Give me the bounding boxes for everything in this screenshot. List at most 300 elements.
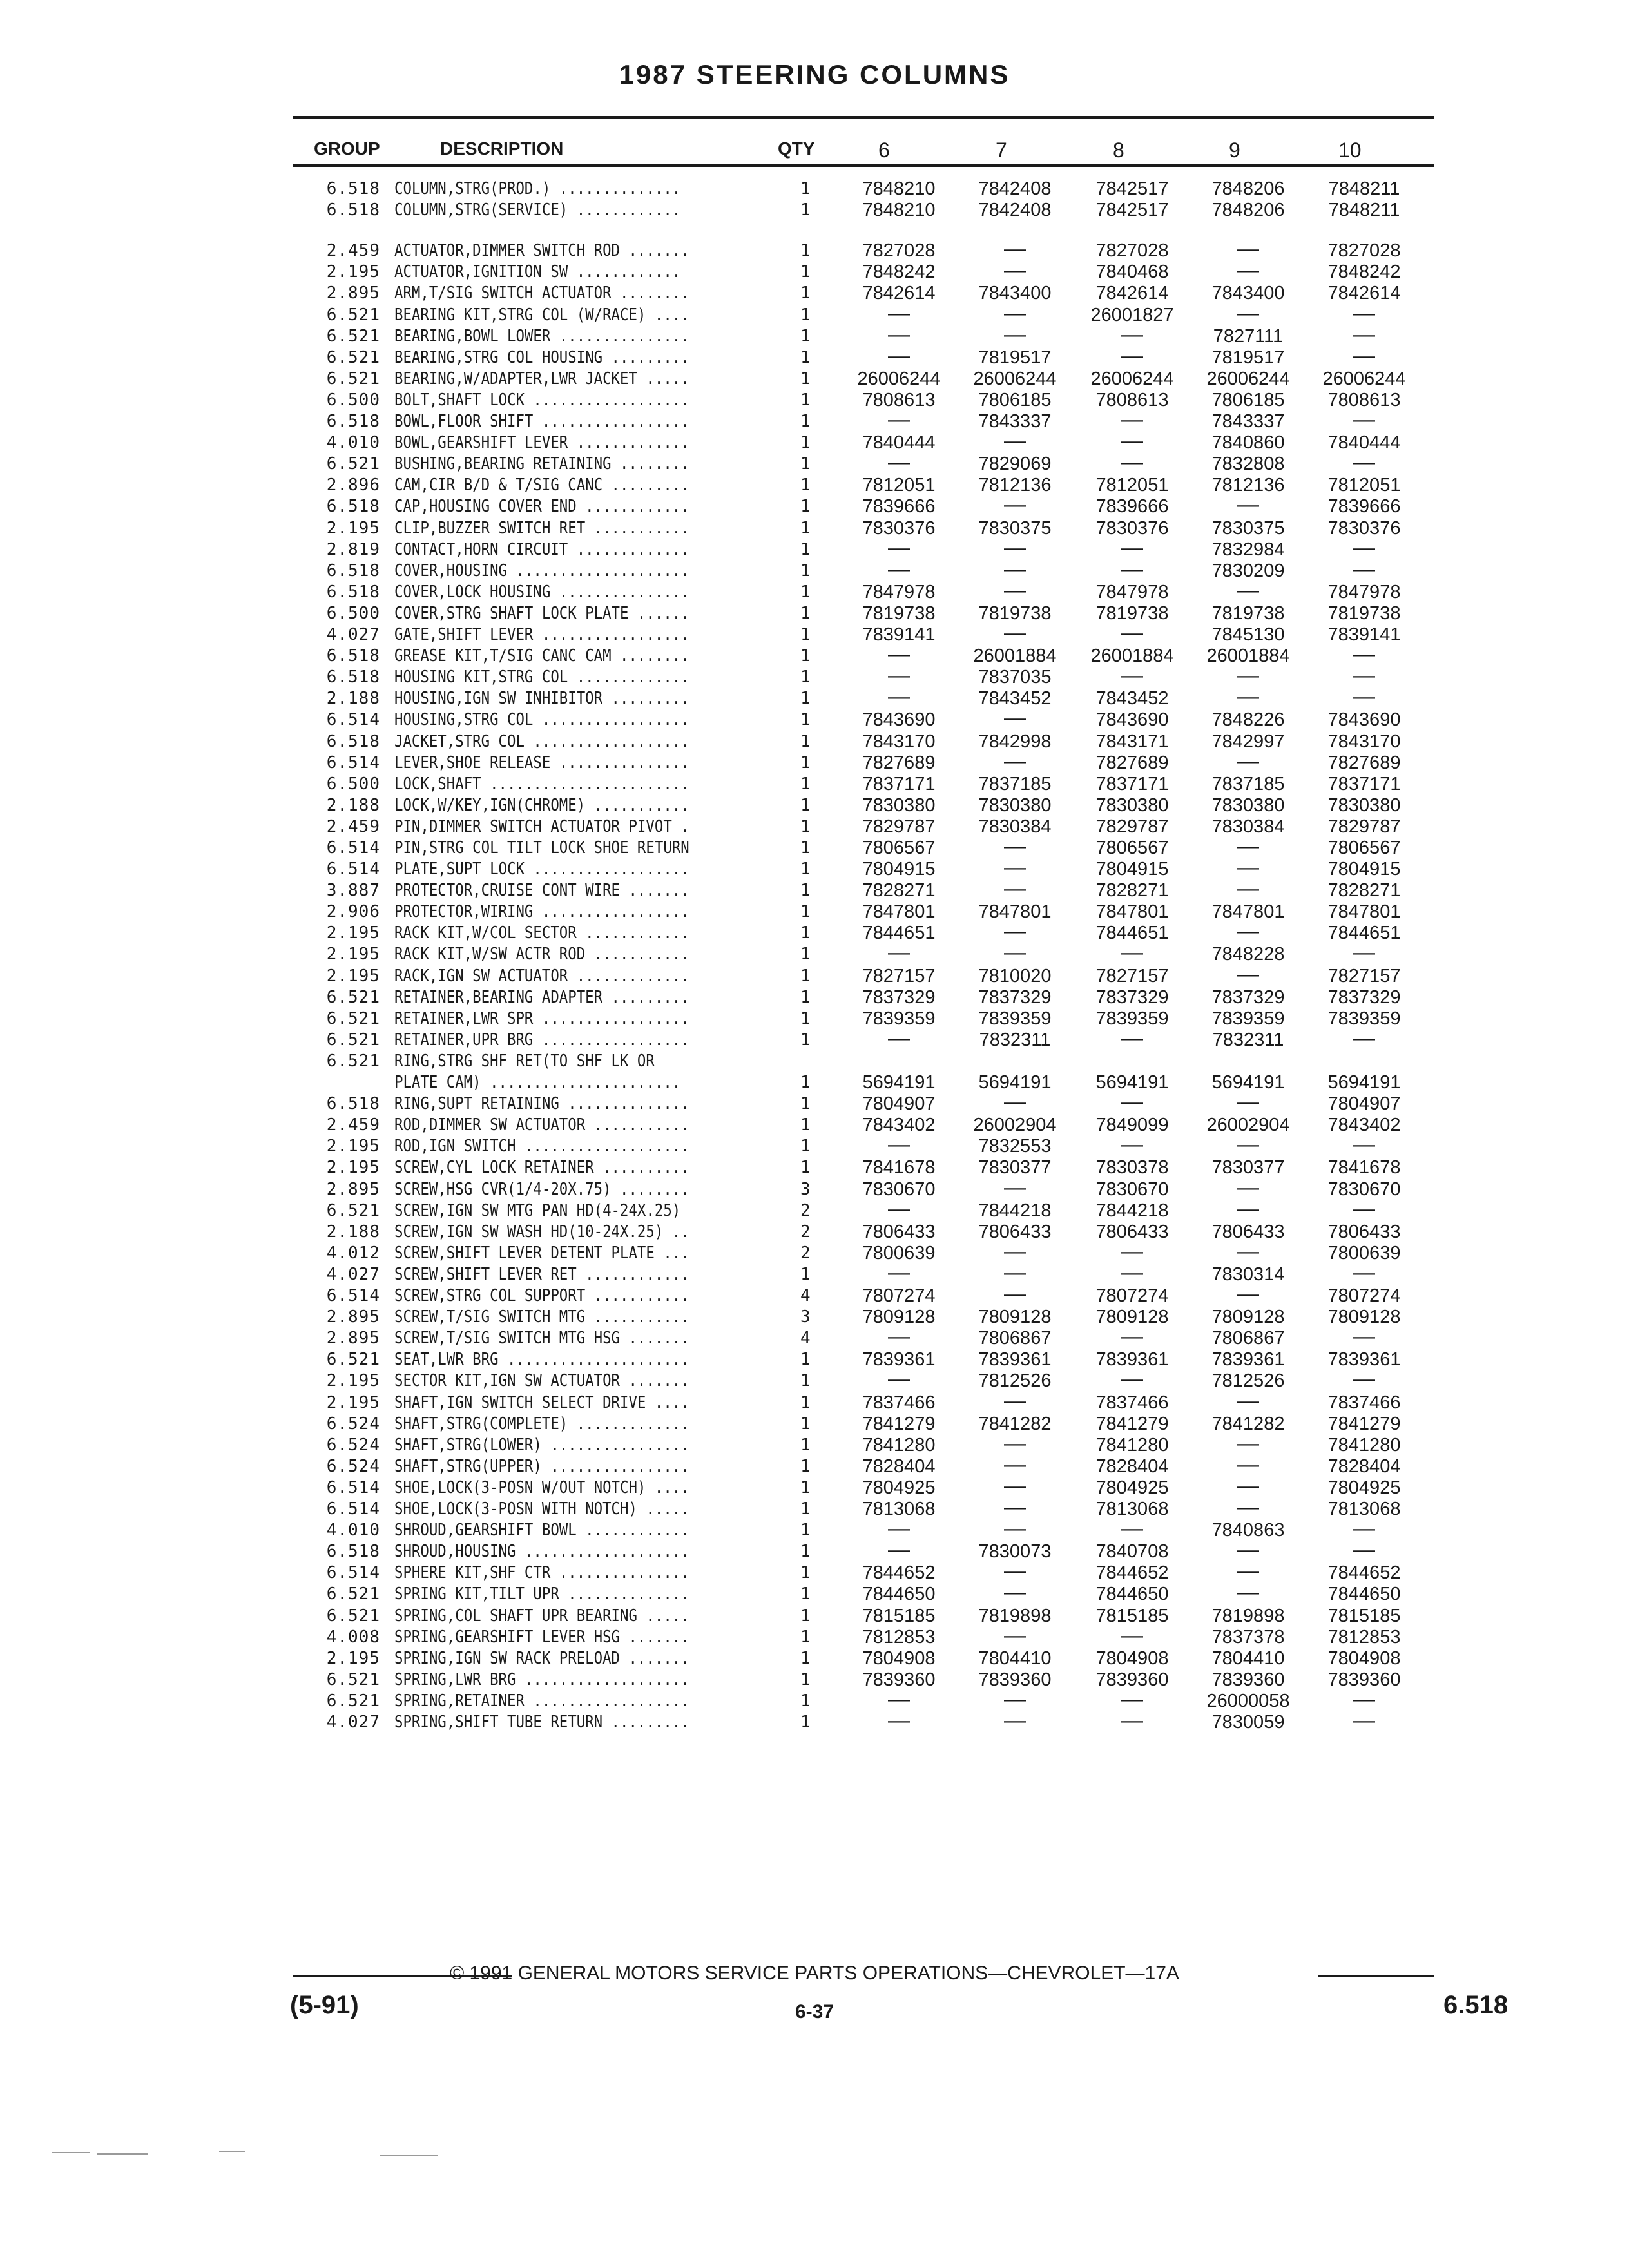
group-cell: 6.524: [326, 1414, 380, 1434]
table-row: [0, 834, 1629, 859]
part-number-cell: 7843400: [1211, 283, 1285, 303]
part-number-cell: 7837171: [862, 774, 936, 794]
table-row: [0, 1175, 1629, 1200]
qty-cell: 2: [800, 1244, 811, 1263]
description-cell: SCREW,T/SIG SWITCH MTG HSG .......: [394, 1329, 689, 1348]
qty-cell: 1: [800, 369, 811, 389]
part-number-cell: —: [1121, 1516, 1143, 1541]
table-row: [0, 1349, 1629, 1370]
table-row: [0, 1414, 1629, 1435]
part-number-cell: —: [888, 1132, 910, 1157]
part-number-cell: 7847978: [862, 582, 936, 602]
table-row: [0, 283, 1629, 304]
part-number-cell: —: [1353, 1367, 1375, 1391]
qty-cell: 1: [800, 945, 811, 964]
part-number-cell: 7827689: [1095, 753, 1169, 773]
part-number-cell: —: [1237, 663, 1259, 687]
description-cell: ACTUATOR,IGNITION SW ............: [394, 262, 681, 282]
group-cell: 2.195: [326, 1649, 380, 1668]
part-number-cell: 7804410: [978, 1648, 1052, 1669]
table-row: [0, 557, 1629, 582]
description-cell: SHOE,LOCK(3-POSN WITH NOTCH) .....: [394, 1499, 689, 1519]
part-number-cell: —: [1004, 1708, 1026, 1733]
group-cell: 2.895: [326, 1329, 380, 1348]
part-number-cell: 7841279: [1327, 1414, 1401, 1434]
part-number-cell: 7840860: [1211, 432, 1285, 453]
qty-cell: 1: [800, 966, 811, 986]
group-cell: 4.010: [326, 1521, 380, 1540]
group-cell: 6.518: [326, 582, 380, 602]
group-cell: 6.500: [326, 390, 380, 410]
description-cell: LOCK,SHAFT .......................: [394, 774, 689, 794]
part-number-cell: 7839360: [1327, 1669, 1401, 1690]
group-cell: 4.027: [326, 625, 380, 644]
qty-cell: 1: [800, 582, 811, 602]
part-number-cell: 7806567: [1095, 838, 1169, 858]
part-number-cell: 7848211: [1328, 200, 1400, 220]
table-row: [0, 492, 1629, 517]
table-row: [0, 301, 1629, 326]
part-number-cell: 7832984: [1211, 539, 1285, 560]
part-number-cell: —: [1237, 578, 1259, 602]
qty-cell: 1: [800, 860, 811, 879]
part-number-cell: 7839359: [862, 1008, 936, 1029]
part-number-cell: 7809128: [862, 1307, 936, 1327]
table-row: [0, 475, 1629, 496]
part-number-cell: 7837329: [862, 987, 936, 1008]
qty-cell: 1: [800, 923, 811, 943]
part-number-cell: —: [1004, 1495, 1026, 1519]
part-number-cell: 7848242: [862, 262, 936, 282]
part-number-cell: 7812051: [1095, 475, 1169, 495]
group-cell: 6.514: [326, 753, 380, 773]
description-cell: PROTECTOR,WIRING .................: [394, 902, 689, 921]
table-row: [0, 1324, 1629, 1349]
part-number-cell: 7848210: [862, 178, 936, 199]
part-number-cell: —: [888, 1367, 910, 1391]
part-number-cell: —: [1353, 1537, 1375, 1562]
scan-specks: [0, 2146, 1629, 2171]
part-number-cell: 7839141: [862, 624, 936, 645]
part-number-cell: 7837466: [1327, 1392, 1401, 1413]
part-number-cell: 7837329: [978, 987, 1052, 1008]
description-cell: SPRING,COL SHAFT UPR BEARING .....: [394, 1606, 689, 1626]
table-row: [0, 1389, 1629, 1414]
header-model-8: 8: [1113, 139, 1124, 162]
description-cell: COVER,LOCK HOUSING ...............: [394, 582, 689, 602]
part-number-cell: 7839141: [1327, 624, 1401, 645]
table-row: [0, 1072, 1629, 1093]
description-cell: COLUMN,STRG(SERVICE) ............: [394, 200, 681, 220]
table-row: [0, 1474, 1629, 1499]
table-row: [0, 795, 1629, 816]
description-cell: ROD,DIMMER SW ACTUATOR ...........: [394, 1115, 689, 1135]
qty-cell: 1: [800, 200, 811, 220]
group-cell: 6.500: [326, 604, 380, 623]
part-number-cell: 7839361: [862, 1349, 936, 1370]
group-cell: 2.195: [326, 519, 380, 538]
part-number-cell: —: [1353, 1516, 1375, 1541]
qty-cell: 1: [800, 179, 811, 198]
group-cell: 6.514: [326, 1563, 380, 1582]
qty-cell: 1: [800, 668, 811, 687]
qty-cell: 1: [800, 1713, 811, 1732]
table-row: [0, 1222, 1629, 1243]
group-cell: 2.895: [326, 1180, 380, 1199]
description-cell: ROD,IGN SWITCH ...................: [394, 1137, 689, 1156]
part-number-cell: —: [1121, 535, 1143, 560]
part-number-cell: 7812051: [1327, 475, 1401, 495]
part-number-cell: 7815185: [1095, 1606, 1169, 1626]
part-number-cell: 7830670: [1095, 1179, 1169, 1200]
description-cell: PIN,DIMMER SWITCH ACTUATOR PIVOT .: [394, 817, 689, 836]
footer-copyright: © 1991 GENERAL MOTORS SERVICE PARTS OPERATIONS—CHEVROLET—17A: [450, 1963, 1179, 1984]
part-number-cell: 7843170: [862, 731, 936, 752]
group-cell: 2.195: [326, 966, 380, 986]
part-number-cell: —: [1237, 749, 1259, 773]
part-number-cell: —: [1237, 876, 1259, 901]
group-cell: 4.027: [326, 1265, 380, 1284]
part-number-cell: 7804908: [1327, 1648, 1401, 1669]
part-number-cell: —: [888, 407, 910, 432]
part-number-cell: 7837378: [1211, 1627, 1285, 1648]
part-number-cell: 7828271: [862, 880, 936, 901]
qty-cell: 1: [800, 838, 811, 858]
description-cell: SCREW,STRG COL SUPPORT ...........: [394, 1286, 689, 1305]
part-number-cell: 26006244: [1322, 369, 1406, 389]
part-number-cell: 7841282: [1211, 1414, 1285, 1434]
table-row: [0, 1132, 1629, 1157]
table-row: [0, 1431, 1629, 1456]
part-number-cell: —: [1237, 1175, 1259, 1200]
scan-speck: [52, 2152, 90, 2153]
footer-section-number: 6.518: [1443, 1991, 1509, 2019]
qty-cell: 1: [800, 1499, 811, 1519]
part-number-cell: 7830059: [1211, 1712, 1285, 1733]
description-cell: BUSHING,BEARING RETAINING ........: [394, 454, 689, 474]
description-cell: CAM,CIR B/D & T/SIG CANC .........: [394, 476, 689, 495]
part-number-cell: —: [888, 557, 910, 581]
part-number-cell: —: [1237, 1132, 1259, 1157]
part-number-cell: 7844218: [1095, 1200, 1169, 1221]
part-number-cell: —: [888, 1196, 910, 1221]
group-cell: 6.521: [326, 454, 380, 474]
part-number-cell: 7842997: [1211, 731, 1285, 752]
header-model-10: 10: [1338, 139, 1362, 162]
part-number-cell: 7809128: [978, 1307, 1052, 1327]
table-row: [0, 1708, 1629, 1733]
part-number-cell: 7808613: [1327, 390, 1401, 410]
qty-cell: 1: [800, 305, 811, 325]
part-number-cell: 7804925: [862, 1477, 936, 1498]
qty-cell: 1: [800, 817, 811, 836]
part-number-cell: —: [888, 1260, 910, 1285]
table-row: [0, 620, 1629, 646]
table-row: [0, 1051, 1629, 1072]
part-number-cell: 7830380: [862, 795, 936, 816]
part-number-cell: —: [1004, 301, 1026, 325]
part-number-cell: 7839360: [1095, 1669, 1169, 1690]
part-number-cell: 7808613: [862, 390, 936, 410]
group-cell: 6.518: [326, 646, 380, 666]
part-number-cell: 7837035: [978, 667, 1052, 687]
table-row: [0, 407, 1629, 432]
part-number-cell: —: [1004, 1623, 1026, 1648]
part-number-cell: 7829787: [862, 816, 936, 837]
part-number-cell: 26006244: [973, 369, 1057, 389]
table-row: [0, 1648, 1629, 1669]
part-number-cell: 7839666: [1095, 496, 1169, 517]
part-number-cell: —: [1004, 1452, 1026, 1477]
part-number-cell: —: [888, 450, 910, 474]
part-number-cell: 7844651: [1095, 923, 1169, 943]
table-row: [0, 258, 1629, 283]
part-number-cell: —: [1121, 1026, 1143, 1050]
group-cell: 6.521: [326, 1606, 380, 1626]
table-row: [0, 1307, 1629, 1328]
part-number-cell: —: [1353, 940, 1375, 965]
table-row: [0, 450, 1629, 475]
part-number-cell: —: [1353, 663, 1375, 687]
table-row: [0, 200, 1629, 221]
part-number-cell: —: [1353, 1196, 1375, 1221]
part-number-cell: 7843170: [1327, 731, 1401, 752]
part-number-cell: 7804907: [862, 1093, 936, 1114]
scan-speck: [380, 2155, 438, 2156]
table-row: [0, 642, 1629, 667]
description-cell: BEARING,W/ADAPTER,LWR JACKET .....: [394, 369, 689, 389]
part-number-cell: 7812051: [862, 475, 936, 495]
group-cell: 2.188: [326, 689, 380, 708]
group-cell: 6.514: [326, 1286, 380, 1305]
part-number-cell: 7843337: [1211, 411, 1285, 432]
part-number-cell: 7837171: [1095, 774, 1169, 794]
part-number-cell: —: [888, 1516, 910, 1541]
part-number-cell: —: [1237, 301, 1259, 325]
part-number-cell: 7806433: [1211, 1222, 1285, 1242]
part-number-cell: 26001827: [1090, 305, 1174, 325]
part-number-cell: 7827157: [1095, 966, 1169, 986]
part-number-cell: 7842614: [862, 283, 936, 303]
table-row: [0, 1115, 1629, 1136]
qty-cell: 1: [800, 625, 811, 644]
group-cell: 2.195: [326, 1393, 380, 1412]
part-number-cell: 7806567: [862, 838, 936, 858]
description-cell: SPRING,LWR BRG ...................: [394, 1670, 689, 1689]
group-cell: 6.524: [326, 1457, 380, 1476]
part-number-cell: 26001884: [973, 646, 1057, 666]
part-number-cell: —: [1004, 834, 1026, 858]
part-number-cell: —: [1004, 1389, 1026, 1413]
part-number-cell: 7847978: [1095, 582, 1169, 602]
part-number-cell: —: [1237, 1239, 1259, 1264]
scan-speck: [219, 2151, 245, 2152]
part-number-cell: 7832808: [1211, 454, 1285, 474]
table-row: [0, 1669, 1629, 1691]
part-number-cell: 7837171: [1327, 774, 1401, 794]
part-number-cell: —: [1237, 962, 1259, 986]
part-number-cell: 7839359: [1095, 1008, 1169, 1029]
description-cell: RETAINER,BEARING ADAPTER .........: [394, 988, 689, 1007]
group-cell: 6.518: [326, 200, 380, 220]
table-row: [0, 901, 1629, 923]
part-number-cell: —: [1121, 343, 1143, 368]
part-number-cell: —: [888, 642, 910, 666]
part-number-cell: 7827111: [1213, 326, 1284, 347]
part-number-cell: —: [1121, 620, 1143, 645]
part-number-cell: 7841678: [862, 1157, 936, 1178]
group-cell: 6.521: [326, 1009, 380, 1028]
qty-cell: 1: [800, 561, 811, 581]
qty-cell: 1: [800, 881, 811, 900]
part-number-cell: —: [1121, 1324, 1143, 1349]
group-cell: 6.524: [326, 1436, 380, 1455]
part-number-cell: 7844652: [1327, 1562, 1401, 1583]
qty-cell: 1: [800, 433, 811, 452]
description-cell: SPRING,RETAINER ..................: [394, 1691, 689, 1711]
table-row: [0, 1282, 1629, 1307]
part-number-cell: 7844218: [978, 1200, 1052, 1221]
part-number-cell: —: [1353, 301, 1375, 325]
group-cell: 6.521: [326, 1052, 380, 1071]
part-number-cell: 7807274: [1095, 1285, 1169, 1306]
description-cell: SPRING,GEARSHIFT LEVER HSG .......: [394, 1628, 689, 1647]
part-number-cell: —: [888, 535, 910, 560]
part-number-cell: 7847801: [862, 901, 936, 922]
part-number-cell: —: [1004, 919, 1026, 943]
group-cell: 2.195: [326, 1137, 380, 1156]
group-cell: 6.521: [326, 1584, 380, 1604]
qty-cell: 1: [800, 1457, 811, 1476]
part-number-cell: —: [1237, 1196, 1259, 1221]
group-cell: 6.518: [326, 497, 380, 516]
qty-cell: 1: [800, 1649, 811, 1668]
table-row: [0, 1026, 1629, 1051]
group-cell: 4.027: [326, 1713, 380, 1732]
qty-cell: 1: [800, 540, 811, 559]
part-number-cell: 7840863: [1211, 1520, 1285, 1541]
qty-cell: 1: [800, 1691, 811, 1711]
part-number-cell: 7841282: [978, 1414, 1052, 1434]
part-number-cell: 7827028: [1095, 240, 1169, 261]
qty-cell: 1: [800, 1115, 811, 1135]
part-number-cell: 7830376: [862, 518, 936, 539]
header-model-7: 7: [996, 139, 1007, 162]
group-cell: 2.906: [326, 902, 380, 921]
part-number-cell: 7828271: [1327, 880, 1401, 901]
part-number-cell: —: [1121, 1367, 1143, 1391]
part-number-cell: —: [1121, 1132, 1143, 1157]
part-number-cell: 7848226: [1211, 709, 1285, 730]
part-number-cell: 7839361: [1327, 1349, 1401, 1370]
part-number-cell: —: [1004, 1580, 1026, 1604]
qty-cell: 1: [800, 412, 811, 431]
description-cell: SECTOR KIT,IGN SW ACTUATOR .......: [394, 1371, 689, 1390]
table-row: [0, 390, 1629, 411]
part-number-cell: —: [1121, 407, 1143, 432]
part-number-cell: 5694191: [862, 1072, 936, 1093]
qty-cell: 1: [800, 1009, 811, 1028]
table-row: [0, 749, 1629, 774]
group-cell: 6.521: [326, 348, 380, 367]
part-number-cell: 7806433: [862, 1222, 936, 1242]
part-number-cell: 7830375: [978, 518, 1052, 539]
part-number-cell: 7842408: [978, 178, 1052, 199]
part-number-cell: —: [1353, 1260, 1375, 1285]
part-number-cell: 7830380: [978, 795, 1052, 816]
description-cell: BOWL,GEARSHIFT LEVER .............: [394, 433, 689, 452]
part-number-cell: 7830209: [1211, 561, 1285, 581]
description-cell: CAP,HOUSING COVER END ............: [394, 497, 689, 516]
part-number-cell: 5694191: [1327, 1072, 1401, 1093]
part-number-cell: 7813068: [1327, 1499, 1401, 1519]
part-number-cell: 7843690: [1327, 709, 1401, 730]
part-number-cell: 7830670: [862, 1179, 936, 1200]
part-number-cell: 7830384: [1211, 816, 1285, 837]
part-number-cell: 7809128: [1327, 1307, 1401, 1327]
part-number-cell: —: [1237, 684, 1259, 709]
group-cell: 2.895: [326, 284, 380, 303]
description-cell: LEVER,SHOE RELEASE ...............: [394, 753, 689, 773]
part-number-cell: —: [1353, 557, 1375, 581]
part-number-cell: 7837329: [1327, 987, 1401, 1008]
part-number-cell: —: [1353, 407, 1375, 432]
part-number-cell: 7847801: [978, 901, 1052, 922]
part-number-cell: 7806185: [1211, 390, 1285, 410]
qty-cell: 2: [800, 1222, 811, 1242]
part-number-cell: 7848228: [1211, 944, 1285, 965]
description-cell: SPRING,IGN SW RACK PRELOAD .......: [394, 1649, 689, 1668]
part-number-cell: 7813068: [862, 1499, 936, 1519]
table-row: [0, 369, 1629, 390]
table-row: [0, 518, 1629, 539]
group-cell: 6.521: [326, 369, 380, 389]
part-number-cell: —: [1004, 1559, 1026, 1583]
table-row: [0, 1606, 1629, 1627]
part-number-cell: 7800639: [862, 1243, 936, 1264]
part-number-cell: 7830380: [1095, 795, 1169, 816]
group-cell: 6.521: [326, 1201, 380, 1220]
part-number-cell: —: [1237, 1452, 1259, 1477]
part-number-cell: 7829787: [1327, 816, 1401, 837]
part-number-cell: 7804410: [1211, 1648, 1285, 1669]
part-number-cell: 7842517: [1095, 178, 1169, 199]
part-number-cell: 7812136: [978, 475, 1052, 495]
footer-page-number: 6-37: [795, 2001, 834, 2023]
part-number-cell: 7837185: [978, 774, 1052, 794]
table-row: [0, 1623, 1629, 1648]
part-number-cell: —: [1004, 940, 1026, 965]
table-row: [0, 774, 1629, 795]
description-cell: BEARING,STRG COL HOUSING .........: [394, 348, 689, 367]
part-number-cell: 7815185: [1327, 1606, 1401, 1626]
part-number-cell: 26001884: [1206, 646, 1290, 666]
part-number-cell: 26006244: [1090, 369, 1174, 389]
group-cell: 4.008: [326, 1628, 380, 1647]
qty-cell: 1: [800, 774, 811, 794]
header-description: DESCRIPTION: [440, 139, 564, 159]
description-cell: RACK KIT,W/SW ACTR ROD ...........: [394, 945, 689, 964]
part-number-cell: 7842998: [978, 731, 1052, 752]
part-number-cell: —: [1237, 1580, 1259, 1604]
part-number-cell: —: [1004, 855, 1026, 879]
part-number-cell: —: [888, 1687, 910, 1711]
part-number-cell: 7812526: [1211, 1370, 1285, 1391]
part-number-cell: 7800639: [1327, 1243, 1401, 1264]
part-number-cell: 7848210: [862, 200, 936, 220]
part-number-cell: —: [1237, 492, 1259, 517]
part-number-cell: 7832553: [978, 1136, 1052, 1157]
